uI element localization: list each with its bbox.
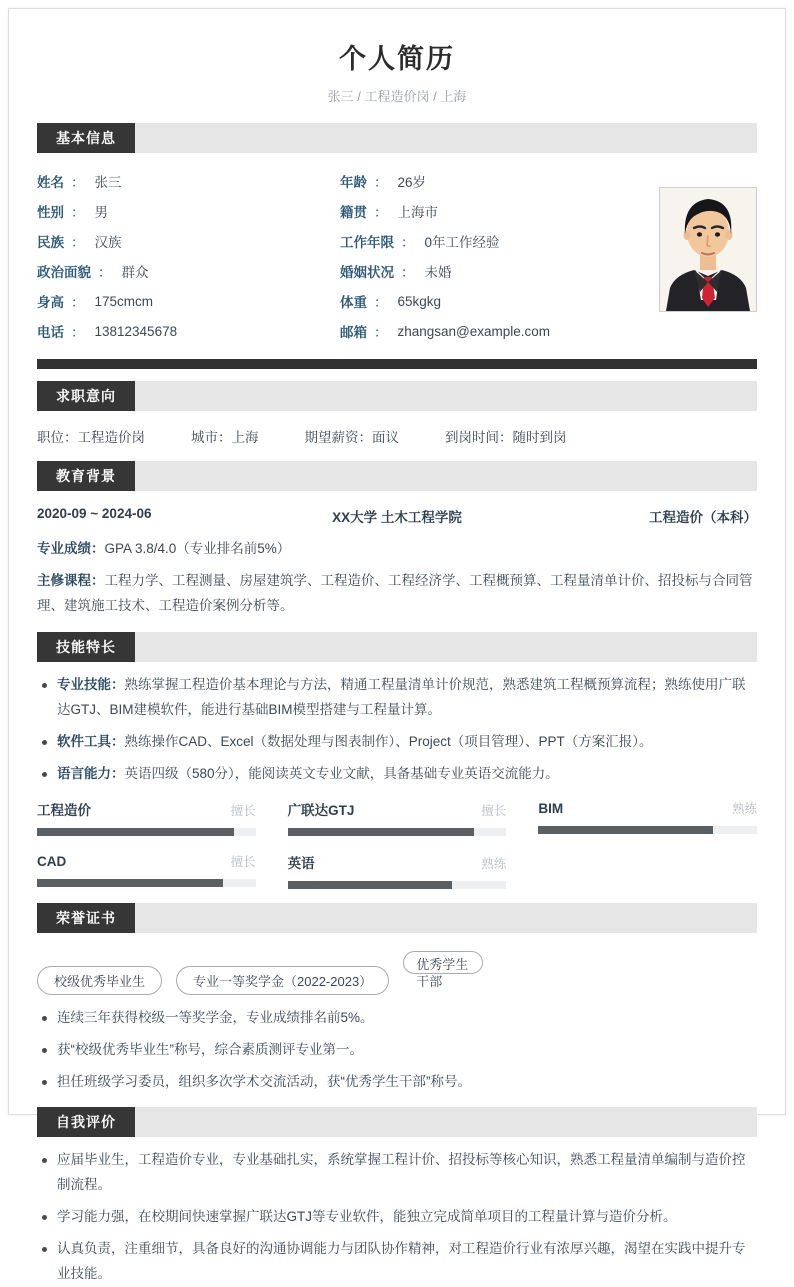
section-header-education [37, 461, 757, 491]
section-header-honors [37, 903, 757, 933]
basic-info-left-column [37, 166, 340, 346]
skill-bar-fill [37, 879, 223, 887]
info-row-political: 政治面貌 ： 群众 [37, 265, 149, 280]
honor-badge: 专业一等奖学金（2022-2023） [176, 966, 389, 995]
honor-badges [37, 951, 757, 995]
honor-bullet: 获“校级优秀毕业生”称号，综合素质测评专业第一。 [37, 1038, 757, 1063]
section-title-basic: 基本信息 [37, 123, 135, 153]
education-gpa-line: 专业成绩：GPA 3.8/4.0（专业排名前5%） [37, 541, 291, 556]
intent-position: 职位：工程造价岗 [37, 430, 145, 445]
skill-bar-track [538, 826, 757, 834]
section-header-intent [37, 381, 757, 411]
basic-info-right-column [340, 166, 643, 346]
skill-bullet-professional: 专业技能：熟练掌握工程造价基本理论与方法，精通工程量清单计价规范，熟悉建筑工程概预算流程；熟练使用广联达GTJ、BIM建模软件，能进行基础BIM模型搭建与工程量计算。 [37, 673, 757, 723]
section-title-self-evaluation: 自我评价 [37, 1107, 135, 1137]
profile-photo [659, 187, 757, 312]
section-title-honors: 荣誉证书 [37, 903, 135, 933]
skill-bar-fill [538, 826, 713, 834]
skills-bullet-list [37, 673, 757, 787]
resume-page [8, 8, 786, 1281]
intent-salary: 期望薪资：面议 [304, 430, 399, 445]
section-title-skills: 技能特长 [37, 632, 135, 662]
page-title: 个人简历 [339, 44, 455, 74]
education-header-row [37, 506, 757, 526]
info-row-age: 年龄 ： 26岁 [340, 175, 427, 190]
skill-bar-track [288, 881, 507, 889]
skill-bar-fill [288, 881, 452, 889]
self-evaluation-bullet: 学习能力强，在校期间快速掌握广联达GTJ等专业软件，能独立完成简单项目的工程量计算与造价分析。 [37, 1205, 757, 1230]
page-subtitle: 张三 / 工程造价岗 / 上海 [327, 89, 467, 104]
skill-bar-fill [288, 828, 474, 836]
section-header-basic [37, 123, 757, 153]
self-evaluation-bullet: 应届毕业生，工程造价专业，专业基础扎实，系统掌握工程计价、招投标等核心知识，熟悉工程量清单编制与造价控制流程。 [37, 1148, 757, 1198]
info-row-name: 姓名 ： 张三 [37, 175, 122, 190]
honor-badge: 校级优秀毕业生 [37, 966, 162, 995]
skill-bar-english: 英语 熟练 [288, 852, 507, 889]
info-row-experience: 工作年限 ： 0年工作经验 [340, 235, 500, 250]
honors-bullet-list [37, 1006, 757, 1095]
skill-bullet-language: 语言能力：英语四级（580分），能阅读英文专业文献，具备基础专业英语交流能力。 [37, 762, 757, 787]
skill-bar-track [37, 828, 256, 836]
education-school: XX大学 土木工程学院 [332, 510, 462, 525]
honor-bullet: 连续三年获得校级一等奖学金，专业成绩排名前5%。 [37, 1006, 757, 1031]
skill-bars-grid [37, 799, 757, 889]
info-row-marital: 婚姻状况 ： 未婚 [340, 265, 452, 280]
section-header-skills [37, 632, 757, 662]
info-row-ethnicity: 民族 ： 汉族 [37, 235, 122, 250]
section-divider [37, 359, 757, 369]
education-period: 2020-09 ~ 2024-06 [37, 506, 152, 521]
skill-bullet-software: 软件工具：熟练操作CAD、Excel（数据处理与图表制作）、Project（项目管理）、PPT（方案汇报）。 [37, 730, 757, 755]
info-row-height: 身高 ： 175cmcm [37, 293, 154, 310]
intent-city: 城市：上海 [191, 430, 259, 445]
skill-bar-track [288, 828, 507, 836]
info-row-phone: 电话 ： 13812345678 [37, 323, 178, 340]
skill-bar-fill [37, 828, 234, 836]
intent-availability: 到岗时间：随时到岗 [445, 430, 567, 445]
skill-bar-bim: BIM 熟练 [538, 799, 757, 836]
info-row-email: 邮箱 ： zhangsan@example.com [340, 323, 551, 340]
skill-bar-cad: CAD 擅长 [37, 852, 256, 889]
skill-bar-cost: 工程造价 擅长 [37, 799, 256, 836]
skill-bar-track [37, 879, 256, 887]
self-evaluation-bullet: 认真负责，注重细节，具备良好的沟通协调能力与团队协作精神，对工程造价行业有浓厚兴趣，渴望在实践中提升专业技能。 [37, 1237, 757, 1287]
skill-bar-glodon: 广联达GTJ 擅长 [288, 799, 507, 836]
honor-badge: 优秀学生干部 [403, 951, 483, 974]
section-header-self-evaluation [37, 1107, 757, 1137]
skill-bar-empty-cell [538, 852, 757, 889]
basic-info [37, 153, 757, 346]
info-row-gender: 性别 ： 男 [37, 205, 108, 220]
education-courses-line: 主修课程：工程力学、工程测量、房屋建筑学、工程造价、工程经济学、工程概预算、工程量清单计价、招投标与合同管理、建筑施工技术、工程造价案例分析等。 [37, 573, 753, 613]
info-row-weight: 体重 ： 65kgkg [340, 293, 442, 310]
section-title-education: 教育背景 [37, 461, 135, 491]
honor-bullet: 担任班级学习委员，组织多次学术交流活动，获“优秀学生干部”称号。 [37, 1070, 757, 1095]
job-intent-row [37, 426, 757, 446]
profile-photo-illustration [660, 188, 756, 311]
self-evaluation-bullet-list [37, 1148, 757, 1287]
info-row-hometown: 籍贯 ： 上海市 [340, 205, 438, 220]
section-title-intent: 求职意向 [37, 381, 135, 411]
education-major: 工程造价（本科） [649, 510, 757, 525]
